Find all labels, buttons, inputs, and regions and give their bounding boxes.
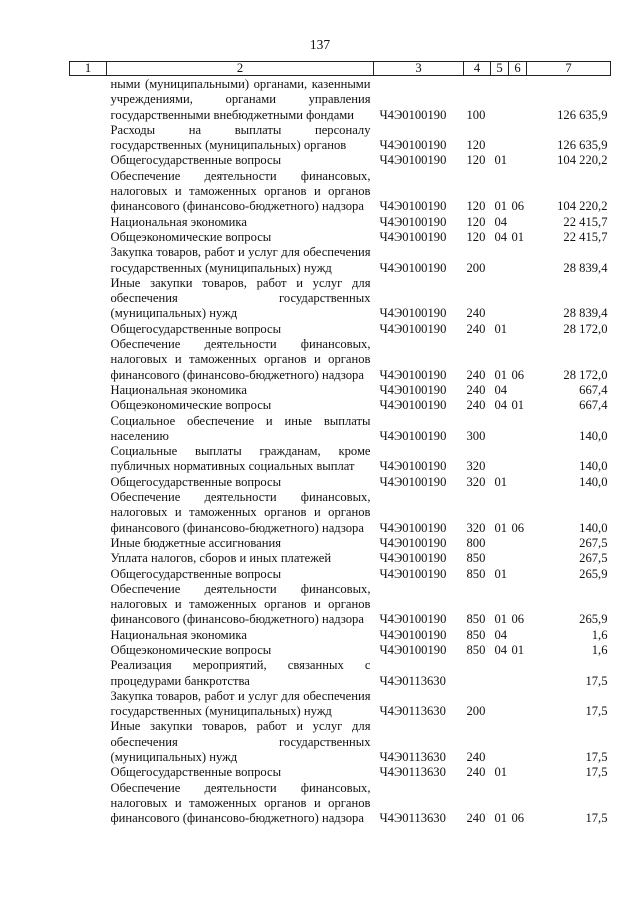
subsection-code: 01 bbox=[511, 642, 525, 657]
target-article-code: Ч4Э0100190 bbox=[379, 107, 447, 122]
subsection-code: 01 bbox=[511, 398, 525, 413]
row-number-cell bbox=[70, 153, 107, 168]
row-number-cell bbox=[70, 337, 107, 383]
expense-type-code: 240 bbox=[466, 306, 486, 321]
target-article-code: Ч4Э0100190 bbox=[379, 551, 447, 566]
section-code: 01 bbox=[494, 811, 508, 826]
expense-type-code: 240 bbox=[466, 765, 486, 780]
target-article-code: Ч4Э0100190 bbox=[379, 459, 447, 474]
target-article-code: Ч4Э0100190 bbox=[379, 612, 447, 627]
section-code: 01 bbox=[494, 474, 508, 489]
expense-type-code: 200 bbox=[466, 704, 486, 719]
header-col-3: 3 bbox=[374, 62, 464, 76]
amount: 28 172,0 bbox=[563, 367, 608, 382]
table-row bbox=[70, 582, 611, 628]
table-row bbox=[70, 490, 611, 536]
row-number-cell bbox=[70, 169, 107, 215]
expense-type-code: 320 bbox=[466, 474, 486, 489]
amount: 140,0 bbox=[579, 474, 608, 489]
header-col-4: 4 bbox=[464, 62, 491, 76]
target-article-code: Ч4Э0100190 bbox=[379, 474, 447, 489]
budget-table bbox=[69, 61, 611, 827]
section-code: 01 bbox=[494, 566, 508, 581]
amount: 17,5 bbox=[585, 704, 608, 719]
target-article-code: Ч4Э0100190 bbox=[379, 306, 447, 321]
table-row bbox=[70, 781, 611, 827]
subsection-code bbox=[509, 536, 527, 551]
table-row bbox=[70, 169, 611, 215]
expense-type-code: 240 bbox=[466, 811, 486, 826]
table-body bbox=[70, 76, 611, 827]
expense-name: Общегосударственные вопросы bbox=[110, 474, 282, 489]
table-row bbox=[70, 398, 611, 413]
section-code: 01 bbox=[494, 612, 508, 627]
expense-name: Общегосударственные вопросы bbox=[110, 566, 282, 581]
expense-type-code: 850 bbox=[466, 551, 486, 566]
amount: 667,4 bbox=[579, 398, 608, 413]
expense-name: Расходы на выплаты персоналу государственных (муниципальных) органов bbox=[110, 122, 371, 153]
amount: 1,6 bbox=[591, 627, 608, 642]
table-row bbox=[70, 123, 611, 154]
expense-name: Общеэкономические вопросы bbox=[110, 229, 272, 244]
expense-type-code: 120 bbox=[466, 214, 486, 229]
target-article-code: Ч4Э0100190 bbox=[379, 153, 447, 168]
subsection-code bbox=[509, 215, 527, 230]
section-code bbox=[491, 245, 509, 276]
row-number-cell bbox=[70, 490, 107, 536]
row-number-cell bbox=[70, 551, 107, 566]
table-row bbox=[70, 414, 611, 445]
amount: 28 839,4 bbox=[563, 260, 608, 275]
amount: 265,9 bbox=[579, 566, 608, 581]
expense-type-code: 120 bbox=[466, 138, 486, 153]
target-article-code: Ч4Э0113630 bbox=[379, 704, 446, 719]
amount: 28 839,4 bbox=[563, 306, 608, 321]
table-row bbox=[70, 215, 611, 230]
row-number-cell bbox=[70, 658, 107, 689]
section-code bbox=[491, 689, 509, 720]
amount: 140,0 bbox=[579, 428, 608, 443]
table-row bbox=[70, 689, 611, 720]
expense-type-code: 120 bbox=[466, 153, 486, 168]
header-col-7: 7 bbox=[527, 62, 611, 76]
expense-type-code: 320 bbox=[466, 459, 486, 474]
section-code bbox=[491, 444, 509, 475]
subsection-code bbox=[509, 123, 527, 154]
table-row bbox=[70, 765, 611, 780]
amount: 22 415,7 bbox=[563, 229, 608, 244]
row-number-cell bbox=[70, 781, 107, 827]
amount: 17,5 bbox=[585, 811, 608, 826]
expense-name: Обеспечение деятельности финансовых, налоговых и таможенных органов и органов финансового (финансово-бюджетного) надзора bbox=[110, 337, 371, 382]
expense-name: ными (муниципальными) органами, казенными учреждениями, органами управления государственными внебюджетными фондами bbox=[110, 77, 371, 122]
expense-name: Общегосударственные вопросы bbox=[110, 321, 282, 336]
expense-type-code bbox=[464, 658, 491, 689]
expense-name: Национальная экономика bbox=[110, 627, 247, 642]
section-code: 01 bbox=[494, 520, 508, 535]
expense-name: Иные закупки товаров, работ и услуг для обеспечения государственных (муниципальных) нужд bbox=[110, 719, 371, 765]
row-number-cell bbox=[70, 123, 107, 154]
section-code bbox=[491, 658, 509, 689]
expense-type-code: 240 bbox=[466, 750, 486, 765]
amount: 104 220,2 bbox=[557, 199, 608, 214]
expense-type-code: 320 bbox=[466, 520, 486, 535]
table-row bbox=[70, 230, 611, 245]
subsection-code bbox=[509, 475, 527, 490]
amount: 17,5 bbox=[585, 765, 608, 780]
subsection-code bbox=[509, 322, 527, 337]
row-number-cell bbox=[70, 689, 107, 720]
table-row bbox=[70, 719, 611, 765]
row-number-cell bbox=[70, 567, 107, 582]
target-article-code: Ч4Э0100190 bbox=[379, 321, 447, 336]
table-row bbox=[70, 76, 611, 123]
table-row bbox=[70, 628, 611, 643]
expense-name: Обеспечение деятельности финансовых, налоговых и таможенных органов и органов финансового (финансово-бюджетного) надзора bbox=[110, 581, 371, 627]
header-row bbox=[70, 62, 611, 76]
row-number-cell bbox=[70, 322, 107, 337]
expense-name: Социальное обеспечение и иные выплаты населению bbox=[110, 413, 371, 443]
expense-type-code: 800 bbox=[466, 535, 486, 550]
amount: 28 172,0 bbox=[563, 321, 608, 336]
target-article-code: Ч4Э0100190 bbox=[379, 382, 447, 397]
expense-type-code: 120 bbox=[466, 229, 486, 244]
header-col-6: 6 bbox=[509, 62, 527, 76]
amount: 17,5 bbox=[585, 673, 608, 688]
row-number-cell bbox=[70, 719, 107, 765]
table-row bbox=[70, 444, 611, 475]
expense-name: Общеэкономические вопросы bbox=[110, 398, 272, 413]
row-number-cell bbox=[70, 414, 107, 445]
expense-type-code: 240 bbox=[466, 398, 486, 413]
target-article-code: Ч4Э0113630 bbox=[379, 811, 446, 826]
expense-name: Национальная экономика bbox=[110, 382, 247, 397]
expense-type-code: 240 bbox=[466, 321, 486, 336]
target-article-code: Ч4Э0100190 bbox=[379, 566, 447, 581]
target-article-code: Ч4Э0100190 bbox=[379, 367, 447, 382]
expense-name: Общегосударственные вопросы bbox=[110, 765, 282, 780]
amount: 126 635,9 bbox=[557, 107, 608, 122]
amount: 1,6 bbox=[591, 642, 608, 657]
section-code bbox=[491, 536, 509, 551]
table-row bbox=[70, 658, 611, 689]
row-number-cell bbox=[70, 582, 107, 628]
section-code bbox=[491, 123, 509, 154]
subsection-code bbox=[509, 245, 527, 276]
amount: 104 220,2 bbox=[557, 153, 608, 168]
subsection-code bbox=[509, 153, 527, 168]
expense-name: Закупка товаров, работ и услуг для обеспечения государственных (муниципальных) нужд bbox=[110, 245, 371, 275]
subsection-code bbox=[509, 276, 527, 322]
row-number-cell bbox=[70, 230, 107, 245]
target-article-code: Ч4Э0100190 bbox=[379, 214, 447, 229]
row-number-cell bbox=[70, 444, 107, 475]
amount: 265,9 bbox=[579, 612, 608, 627]
expense-name: Национальная экономика bbox=[110, 214, 247, 229]
amount: 126 635,9 bbox=[557, 138, 608, 153]
expense-name: Обеспечение деятельности финансовых, налоговых и таможенных органов и органов финансового (финансово-бюджетного) надзора bbox=[110, 168, 371, 214]
subsection-code: 06 bbox=[511, 367, 525, 382]
amount: 267,5 bbox=[579, 535, 608, 550]
expense-type-code: 850 bbox=[466, 642, 486, 657]
row-number-cell bbox=[70, 475, 107, 490]
subsection-code: 06 bbox=[511, 811, 525, 826]
section-code: 01 bbox=[494, 199, 508, 214]
target-article-code: Ч4Э0100190 bbox=[379, 138, 447, 153]
subsection-code: 06 bbox=[511, 199, 525, 214]
table-row bbox=[70, 337, 611, 383]
subsection-code bbox=[509, 628, 527, 643]
expense-name: Реализация мероприятий, связанных с процедурами банкротства bbox=[110, 658, 371, 688]
table-row bbox=[70, 245, 611, 276]
target-article-code: Ч4Э0100190 bbox=[379, 398, 447, 413]
subsection-code bbox=[509, 689, 527, 720]
target-article-code: Ч4Э0113630 bbox=[379, 750, 446, 765]
subsection-code bbox=[509, 719, 527, 765]
row-number-cell bbox=[70, 643, 107, 658]
row-number-cell bbox=[70, 245, 107, 276]
amount: 22 415,7 bbox=[563, 214, 608, 229]
section-code bbox=[491, 276, 509, 322]
section-code: 01 bbox=[494, 367, 508, 382]
amount: 667,4 bbox=[579, 382, 608, 397]
target-article-code: Ч4Э0100190 bbox=[379, 199, 447, 214]
table-row bbox=[70, 153, 611, 168]
table-row bbox=[70, 276, 611, 322]
table-row bbox=[70, 383, 611, 398]
expense-name: Иные закупки товаров, работ и услуг для обеспечения государственных (муниципальных) нужд bbox=[110, 275, 371, 321]
section-code bbox=[491, 414, 509, 445]
target-article-code: Ч4Э0100190 bbox=[379, 229, 447, 244]
section-code: 01 bbox=[494, 153, 508, 168]
subsection-code bbox=[509, 76, 527, 123]
expense-type-code: 200 bbox=[466, 260, 486, 275]
section-code: 04 bbox=[494, 642, 508, 657]
subsection-code bbox=[509, 414, 527, 445]
expense-type-code: 240 bbox=[466, 382, 486, 397]
expense-name: Обеспечение деятельности финансовых, налоговых и таможенных органов и органов финансового (финансово-бюджетного) надзора bbox=[110, 490, 371, 535]
table-row bbox=[70, 475, 611, 490]
table-row bbox=[70, 551, 611, 566]
table-row bbox=[70, 567, 611, 582]
expense-name: Социальные выплаты гражданам, кроме публичных нормативных социальных выплат bbox=[110, 444, 371, 474]
expense-name: Общеэкономические вопросы bbox=[110, 642, 272, 657]
row-number-cell bbox=[70, 383, 107, 398]
row-number-cell bbox=[70, 765, 107, 780]
section-code: 04 bbox=[494, 214, 508, 229]
section-code: 01 bbox=[494, 321, 508, 336]
subsection-code bbox=[509, 765, 527, 780]
subsection-code: 01 bbox=[511, 229, 525, 244]
amount: 17,5 bbox=[585, 750, 608, 765]
expense-type-code: 300 bbox=[466, 428, 486, 443]
header-col-5: 5 bbox=[491, 62, 509, 76]
target-article-code: Ч4Э0100190 bbox=[379, 627, 447, 642]
header-col-2: 2 bbox=[107, 62, 374, 76]
section-code: 01 bbox=[494, 765, 508, 780]
table-row bbox=[70, 643, 611, 658]
subsection-code: 06 bbox=[511, 520, 525, 535]
amount: 140,0 bbox=[579, 459, 608, 474]
target-article-code: Ч4Э0113630 bbox=[379, 765, 446, 780]
row-number-cell bbox=[70, 76, 107, 123]
subsection-code bbox=[509, 383, 527, 398]
table-row bbox=[70, 536, 611, 551]
expense-type-code: 850 bbox=[466, 627, 486, 642]
expense-type-code: 850 bbox=[466, 612, 486, 627]
section-code bbox=[491, 551, 509, 566]
row-number-cell bbox=[70, 536, 107, 551]
subsection-code: 06 bbox=[511, 612, 525, 627]
target-article-code: Ч4Э0100190 bbox=[379, 520, 447, 535]
subsection-code bbox=[509, 658, 527, 689]
expense-type-code: 240 bbox=[466, 367, 486, 382]
target-article-code: Ч4Э0113630 bbox=[379, 673, 446, 688]
expense-name: Закупка товаров, работ и услуг для обеспечения государственных (муниципальных) нужд bbox=[110, 688, 371, 719]
table-header bbox=[70, 62, 611, 76]
section-code bbox=[491, 719, 509, 765]
amount: 267,5 bbox=[579, 551, 608, 566]
subsection-code bbox=[509, 444, 527, 475]
expense-name: Общегосударственные вопросы bbox=[110, 153, 282, 168]
row-number-cell bbox=[70, 398, 107, 413]
page-number: 137 bbox=[309, 37, 331, 52]
target-article-code: Ч4Э0100190 bbox=[379, 535, 447, 550]
expense-name: Обеспечение деятельности финансовых, налоговых и таможенных органов и органов финансового (финансово-бюджетного) надзора bbox=[110, 780, 371, 826]
row-number-cell bbox=[70, 215, 107, 230]
section-code: 04 bbox=[494, 398, 508, 413]
header-col-1: 1 bbox=[70, 62, 107, 76]
expense-type-code: 850 bbox=[466, 566, 486, 581]
expense-type-code: 120 bbox=[466, 199, 486, 214]
expense-type-code: 100 bbox=[466, 107, 486, 122]
table-row bbox=[70, 322, 611, 337]
subsection-code bbox=[509, 551, 527, 566]
row-number-cell bbox=[70, 628, 107, 643]
row-number-cell bbox=[70, 276, 107, 322]
section-code bbox=[491, 76, 509, 123]
subsection-code bbox=[509, 567, 527, 582]
expense-name: Иные бюджетные ассигнования bbox=[110, 535, 282, 550]
target-article-code: Ч4Э0100190 bbox=[379, 428, 447, 443]
target-article-code: Ч4Э0100190 bbox=[379, 260, 447, 275]
target-article-code: Ч4Э0100190 bbox=[379, 642, 447, 657]
section-code: 04 bbox=[494, 627, 508, 642]
section-code: 04 bbox=[494, 382, 508, 397]
section-code: 04 bbox=[494, 229, 508, 244]
amount: 140,0 bbox=[579, 520, 608, 535]
expense-name: Уплата налогов, сборов и иных платежей bbox=[110, 551, 332, 566]
